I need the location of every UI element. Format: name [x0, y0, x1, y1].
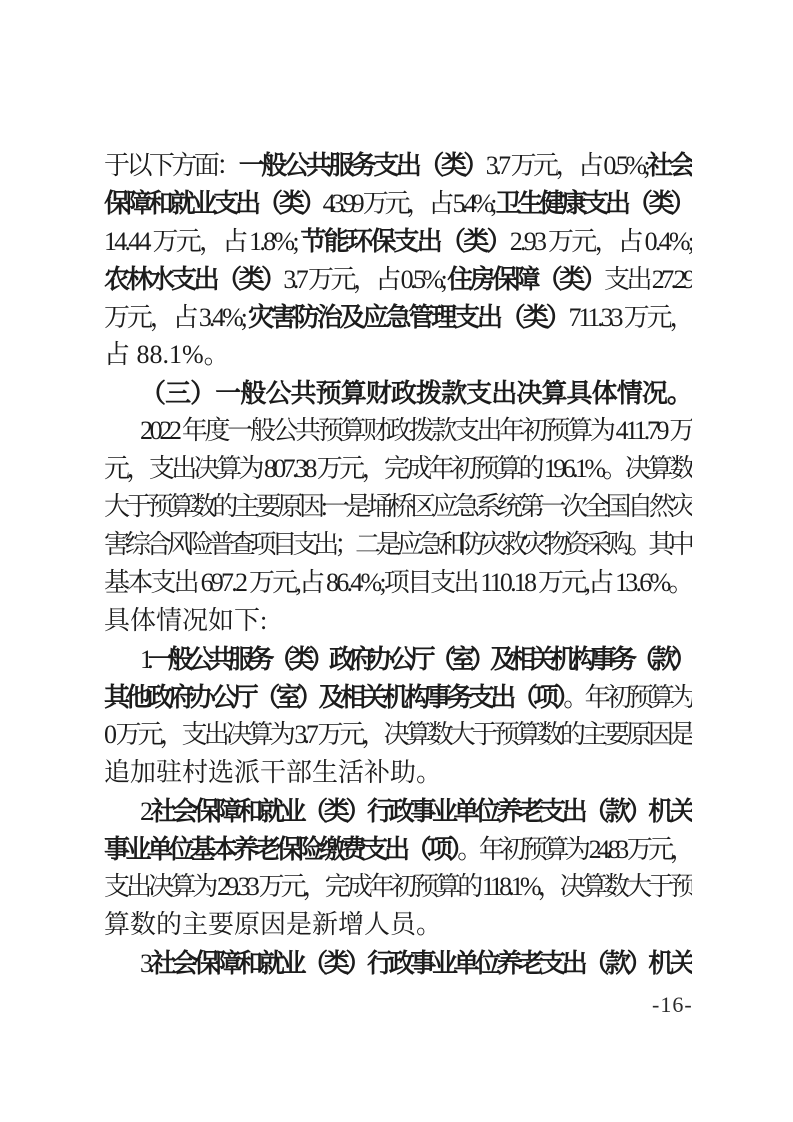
text-run: 支出 27.29 [604, 265, 692, 294]
text-run: 万元，占 3.4%; [104, 303, 249, 332]
para-overview-line-2 [104, 450, 692, 488]
text-run-bold: 一般公共服务支出（类） [238, 150, 486, 180]
text-run: 14.44 万元，占 1.8%; [104, 227, 301, 256]
text-run: 大于预算数的主要原因:一是埇桥区应急系统第一次全国自然灾 [104, 492, 692, 521]
text-run-bold: 农林水支出（类） [104, 264, 284, 294]
item-2-line-1 [104, 792, 692, 830]
item-1-line-3 [104, 716, 692, 754]
text-run: 基本支出 697.2 万元,占 86.4%;项目支出 110.18 万元,占 13.6%。 [104, 568, 692, 597]
para-overview-line-1 [104, 412, 692, 450]
text-run: 具体情况如下: [104, 606, 268, 635]
text-run: 支出决算为 29.33 万元，完成年初预算的 118.1%，决算数大于预 [104, 872, 692, 901]
text-run-bold: 社会保障和就业（类）行政事业单位养老支出（款）机关 [150, 796, 692, 826]
text-run: 元，支出决算为 807.38 万元，完成年初预算的 196.1%。决算数 [104, 454, 692, 483]
para-overview-line-4 [104, 526, 692, 564]
para-breakdown-line-2 [104, 184, 692, 222]
para-breakdown-line-5 [104, 298, 692, 336]
text-run: 2.93 万元，占 0.4%; [509, 227, 692, 256]
text-run-bold: 卫生健康支出（类） [495, 188, 692, 218]
item-1-line-1 [104, 640, 692, 678]
text-run-bold: 事业单位基本养老保险缴费支出（项） [104, 834, 458, 864]
text-run: 3. [140, 949, 151, 978]
para-breakdown-line-6 [104, 336, 692, 374]
para-breakdown-line-3 [104, 222, 692, 260]
text-run-bold: 一般公共服务（类）政府办公厅（室）及相关机构事务（款） [147, 644, 692, 674]
item-3-line-1 [104, 944, 692, 982]
text-run: 3.7 万元，占 0.5%; [485, 151, 647, 180]
text-run: 2022 年度一般公共预算财政拨款支出年初预算为 411.79 万 [140, 416, 692, 445]
text-run-bold: 社会保障和就业（类）行政事业单位养老支出（款）机关 [150, 948, 692, 978]
text-run: 0 万元，支出决算为 3.7 万元，决算数大于预算数的主要原因是 [104, 720, 692, 749]
text-run-bold: 社会 [647, 150, 692, 180]
text-run: 害综合风险普查项目支出；二是应急和防灾救灾物资采购。其中: [104, 530, 692, 559]
text-run: 711.33 万元， [568, 303, 692, 332]
section-heading-line [104, 374, 692, 412]
item-2-line-3 [104, 868, 692, 906]
text-run: 占 88.1%。 [104, 340, 230, 369]
para-overview-line-3 [104, 488, 692, 526]
item-2-line-2 [104, 830, 692, 868]
para-overview-line-5 [104, 564, 692, 602]
text-run: 于以下方面： [104, 151, 239, 180]
text-run: 算数的主要原因是新增人员。 [104, 910, 443, 939]
text-run: 2. [140, 797, 151, 826]
text-run: 1. [140, 645, 148, 674]
text-run-bold: 节能环保支出（类） [300, 226, 510, 256]
item-2-line-4 [104, 906, 692, 944]
text-run: 。年初预算为 24.83 万元， [457, 835, 692, 864]
page-number: -16- [652, 992, 693, 1017]
text-run: 3.7 万元，占 0.5%; [283, 265, 448, 294]
document-body [104, 146, 692, 982]
text-run-bold: 灾害防治及应急管理支出（类） [248, 302, 569, 332]
text-run-bold: 保障和就业支出（类） [104, 188, 323, 218]
text-run: 追加驻村选派干部生活补助。 [104, 758, 443, 787]
para-overview-line-6 [104, 602, 692, 640]
para-breakdown-line-4 [104, 260, 692, 298]
text-run-bold: 住房保障（类） [447, 264, 605, 294]
para-breakdown-line-1 [104, 146, 692, 184]
item-1-line-4 [104, 754, 692, 792]
text-run-bold: （三）一般公共预算财政拨款支出决算具体情况。 [140, 378, 692, 408]
text-run-bold: 其他政府办公厅（室）及相关机构事务支出（项） [104, 682, 564, 712]
text-run: 43.99 万元，占 5.4%; [322, 189, 496, 218]
text-run: 。年初预算为 [563, 683, 692, 712]
item-1-line-2 [104, 678, 692, 716]
